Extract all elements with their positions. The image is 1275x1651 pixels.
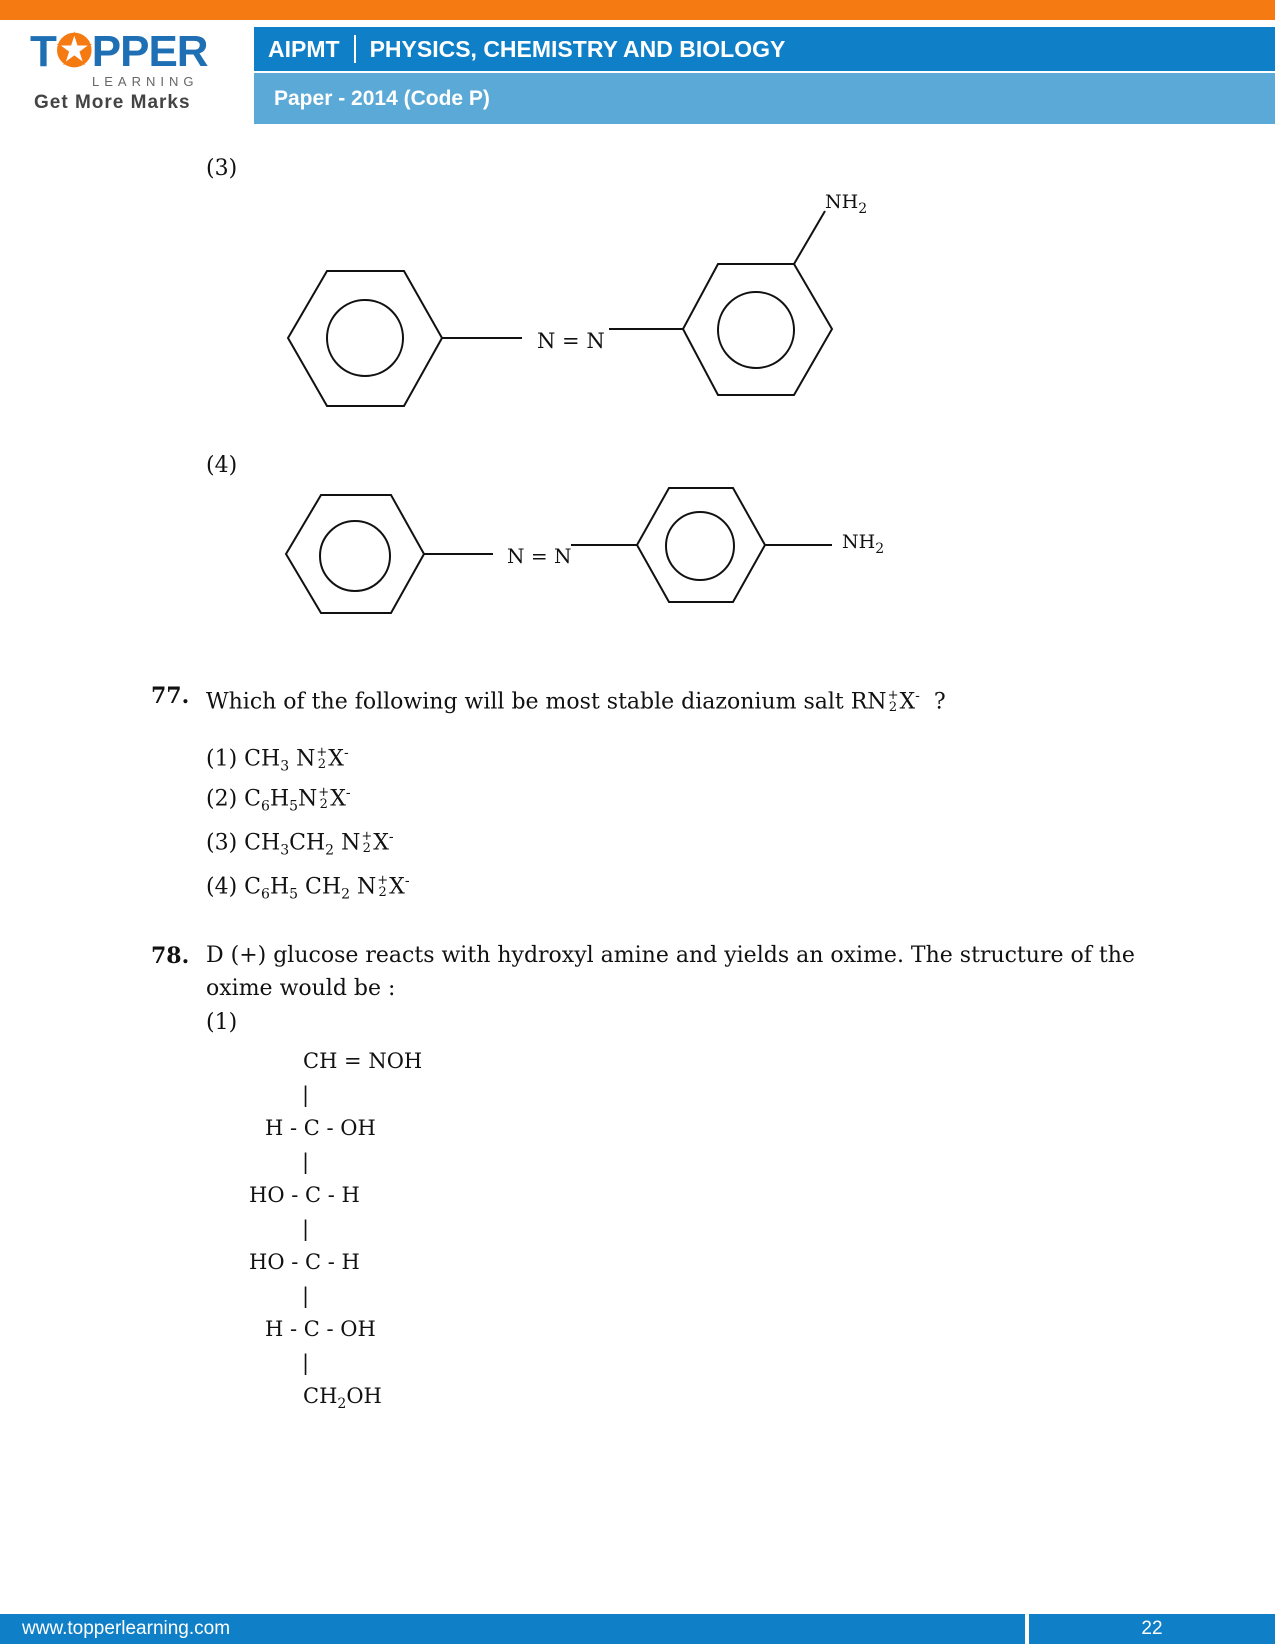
- benzene-ring-3a: [288, 271, 442, 406]
- exam-subjects: PHYSICS, CHEMISTRY AND BIOLOGY: [369, 35, 786, 62]
- nh2-label-3: $NH_2$: [825, 191, 868, 217]
- question-78-number: 78.: [151, 943, 190, 969]
- oxime-bond-1: |: [302, 1083, 310, 1107]
- benzene-circle-3a: [327, 300, 403, 376]
- oxime-c5: H - C - OH: [265, 1317, 376, 1341]
- question-77-option-1: (1) $CH_3$ N+ 2 X-: [206, 745, 349, 775]
- bond-3-nh2: [794, 211, 825, 264]
- benzene-circle-4b: [666, 512, 734, 580]
- question-77-number: 77.: [151, 683, 190, 709]
- page-footer: [0, 1614, 1275, 1644]
- oxime-c2: H - C - OH: [265, 1116, 376, 1140]
- oxime-c4: HO - C - H: [249, 1250, 360, 1274]
- oxime-bottom: $CH_2OH$: [303, 1384, 382, 1413]
- question-78-line-2: oxime would be :: [206, 976, 396, 1001]
- benzene-circle-4a: [320, 521, 390, 591]
- oxime-bond-2: |: [302, 1150, 310, 1174]
- oxime-bond-5: |: [302, 1351, 310, 1375]
- oxime-c3: HO - C - H: [249, 1183, 360, 1207]
- question-78-option-1-label: (1): [206, 1010, 238, 1035]
- option-3-label: (3): [206, 156, 238, 181]
- oxime-bond-3: |: [302, 1217, 310, 1241]
- question-77-option-3: (3) $CH_3CH_2$ N+ 2 X-: [206, 829, 394, 859]
- question-77-option-2: (2) $C_6H_5N+$ 2 X-: [206, 785, 351, 815]
- logo-learning: LEARNING: [92, 74, 199, 89]
- logo-wordmark: T✪PPER: [30, 27, 208, 76]
- benzene-ring-3b: [683, 264, 832, 395]
- benzene-ring-4a: [286, 495, 424, 613]
- question-77-text: Which of the following will be most stable diazonium salt RN+ 2 X- ?: [206, 688, 946, 716]
- benzene-circle-3b: [718, 292, 794, 368]
- azo-label-3: N = N: [537, 329, 605, 353]
- oxime-bond-4: |: [302, 1284, 310, 1308]
- nh2-label-4: $NH_2$: [842, 531, 885, 557]
- question-77-option-4: (4) $C_6H_5$ $CH_2$ N+ 2 X-: [206, 873, 410, 903]
- page-number: 22: [1029, 1614, 1275, 1644]
- azo-label-4: N = N: [507, 544, 572, 568]
- paper-title: Paper - 2014 (Code P): [274, 86, 490, 110]
- benzene-ring-4b: [637, 488, 765, 602]
- question-78-line-1: D (+) glucose reacts with hydroxyl amine and yields an oxime. The structure of the: [206, 943, 1135, 968]
- exam-name: AIPMT: [268, 35, 340, 62]
- azo-structures-diagram: [0, 0, 1275, 640]
- oxime-top: CH = NOH: [303, 1049, 423, 1073]
- logo-tagline: Get More Marks: [34, 92, 191, 113]
- option-4-label: (4): [206, 453, 238, 478]
- footer-website[interactable]: www.topperlearning.com: [0, 1614, 1025, 1644]
